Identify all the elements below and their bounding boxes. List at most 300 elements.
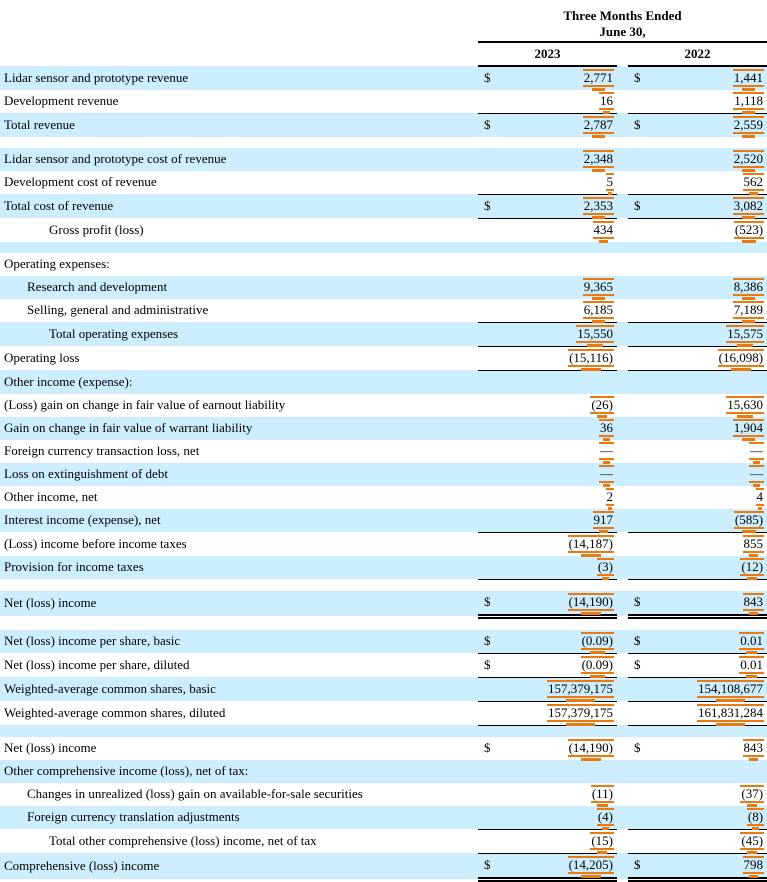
tagged-fact-value[interactable]: 434 [593,221,615,239]
table-row [0,701,767,725]
value-cell [650,194,767,218]
value-cell [650,276,767,299]
tagged-fact-value[interactable]: 2,348 [583,150,614,168]
value-cell [500,440,617,463]
currency-symbol [628,90,650,114]
currency-symbol [478,806,500,830]
tagged-fact-value[interactable]: 2,353 [583,197,614,215]
spacer-row [0,579,767,591]
row-label: Weighted-average common shares, diluted [4,705,226,720]
currency-symbol: $ [478,194,500,218]
column-gap-cell [617,829,628,853]
column-header-2023: 2023 [478,42,617,66]
value-cell [500,113,617,137]
value-cell [500,591,617,617]
value-cell [650,66,767,90]
tagged-fact-value[interactable]: (3) [597,558,614,576]
tagged-fact-value[interactable]: 1,904 [733,419,764,437]
table-row [0,677,767,701]
value-cell [500,299,617,323]
value-cell [650,322,767,346]
table-row [0,394,767,417]
spacer-row [0,725,767,737]
table-row [0,322,767,346]
tagged-fact-value[interactable]: (45) [740,832,764,850]
tagged-fact-value[interactable]: 157,379,175 [547,680,614,698]
value-cell [650,370,767,394]
row-label: Gain on change in fair value of warrant liability [4,420,253,435]
tagged-fact-value[interactable]: 917 [593,511,615,529]
tagged-fact-value[interactable]: 6,185 [583,301,614,319]
column-gap-cell [617,532,628,556]
value-cell [500,677,617,701]
currency-symbol [478,677,500,701]
row-label: Foreign currency translation adjustments [27,809,240,825]
currency-symbol: $ [628,591,650,617]
currency-symbol [478,486,500,509]
section-header-row [0,760,767,783]
column-gap-cell [617,417,628,440]
value-cell [500,90,617,114]
currency-symbol: $ [628,853,650,879]
table-row [0,417,767,440]
column-gap-cell [617,218,628,242]
currency-symbol [478,463,500,486]
column-gap-cell [617,299,628,323]
currency-symbol [478,370,500,394]
row-label: (Loss) income before income taxes [4,535,187,551]
currency-symbol [628,299,650,323]
row-label: Other comprehensive income (loss), net of tax: [4,763,249,778]
currency-symbol [628,556,650,580]
table-row [0,783,767,806]
row-label: Net (loss) income per share, basic [4,633,181,649]
currency-symbol [628,486,650,509]
currency-symbol: $ [628,194,650,218]
tagged-fact-value[interactable]: (16,098) [718,349,764,367]
value-cell [650,760,767,783]
tagged-fact-value[interactable]: 2,787 [583,116,614,134]
table-row [0,90,767,114]
value-cell [650,171,767,195]
table-row [0,486,767,509]
spacer-cell [0,137,767,148]
currency-symbol [478,440,500,463]
tagged-fact-value[interactable]: (523) [734,221,764,239]
row-label: Lidar sensor and prototype revenue [4,69,189,85]
row-label: Research and development [27,279,168,294]
currency-symbol [628,829,650,853]
value-cell [650,394,767,417]
column-gap-cell [617,509,628,533]
spacer-cell [0,616,767,630]
row-label: Total other comprehensive (loss) income, net of tax [49,833,317,848]
currency-symbol [628,760,650,783]
currency-symbol [478,171,500,195]
currency-symbol: $ [634,70,641,85]
value-cell [650,463,767,486]
tagged-fact-value[interactable]: 2,520 [733,150,764,168]
column-gap-cell [617,486,628,509]
currency-symbol [478,556,500,580]
tagged-fact-value[interactable]: (12) [740,558,764,576]
value-cell [650,677,767,701]
value-cell [500,806,617,830]
value-cell [500,394,617,417]
currency-symbol: $ [628,653,650,677]
currency-symbol [478,276,500,299]
tagged-fact-value[interactable]: 7,189 [733,301,764,319]
value-cell [500,370,617,394]
table-row [0,829,767,853]
value-cell [500,630,617,654]
row-label: Other income (expense): [4,373,133,389]
currency-symbol [628,346,650,370]
row-label: Development cost of revenue [4,174,157,190]
value-cell [500,194,617,218]
currency-symbol [478,829,500,853]
currency-symbol [628,677,650,701]
tagged-fact-value[interactable]: 15,575 [726,325,764,343]
tagged-fact-value[interactable]: 15,550 [576,325,614,343]
table-row [0,463,767,486]
value-cell [500,66,617,90]
period-header [478,0,767,42]
tagged-fact-value[interactable]: 798 [743,856,765,874]
column-gap-cell [617,853,628,879]
row-label: Provision for income taxes [4,559,144,575]
currency-symbol [478,783,500,806]
tagged-fact-value[interactable]: 3,082 [733,197,764,215]
column-gap-cell [617,113,628,137]
value-cell [650,148,767,171]
value-cell [500,171,617,195]
value-cell [500,346,617,370]
tagged-fact-value[interactable]: 562 [743,173,765,191]
currency-symbol [628,532,650,556]
currency-symbol [478,299,500,323]
row-label: Total cost of revenue [4,198,114,213]
row-label: Other income, net [4,489,98,504]
tagged-fact-value[interactable]: (585) [734,511,764,529]
currency-symbol: $ [478,853,500,879]
value-cell [500,509,617,533]
column-gap-cell [617,90,628,114]
tagged-fact-value[interactable]: 157,379,175 [547,704,614,722]
table-row [0,509,767,533]
row-label: Changes in unrealized (loss) gain on available-for-sale securities [27,786,363,801]
value-cell [650,417,767,440]
currency-symbol [478,346,500,370]
value-cell [650,532,767,556]
currency-symbol [478,509,500,533]
column-gap-cell [617,194,628,218]
value-cell [500,783,617,806]
value-cell [500,276,617,299]
row-label: Loss on extinguishment of debt [4,466,168,481]
tagged-fact-value[interactable]: (14,187) [568,535,614,553]
header-spacer-cell [0,42,478,66]
value-cell [500,253,617,276]
tagged-fact-value[interactable]: 0.01 [739,632,764,650]
row-label: Gross profit (loss) [49,221,144,237]
row-label: Development revenue [4,93,119,109]
currency-symbol [628,806,650,830]
value-cell [650,853,767,879]
row-label: Selling, general and administrative [27,302,209,318]
column-gap-cell [617,253,628,276]
value-cell [650,630,767,654]
value-cell [650,509,767,533]
currency-symbol [478,394,500,417]
value-cell [500,701,617,725]
spacer-row [0,616,767,630]
value-cell [500,417,617,440]
tagged-fact-value[interactable]: 843 [743,739,765,757]
tagged-fact-value[interactable]: 16 [599,92,614,110]
table-row [0,630,767,654]
tagged-fact-value[interactable]: (14,190) [568,593,614,611]
period-header-line2: June 30, [599,24,646,40]
spacer-cell [0,242,767,253]
table-row [0,532,767,556]
tagged-fact-value[interactable]: (0.09) [581,656,614,674]
currency-symbol [478,218,500,242]
tagged-fact-value[interactable]: — [599,442,614,460]
spacer-row [0,137,767,148]
currency-symbol: $ [484,117,491,132]
value-cell [650,701,767,725]
value-cell [650,440,767,463]
value-cell [650,486,767,509]
column-gap-cell [617,463,628,486]
tagged-fact-value[interactable]: (14,190) [568,739,614,757]
currency-symbol: $ [634,740,641,755]
currency-symbol [628,148,650,171]
column-gap-cell [617,653,628,677]
header-spacer-cell [0,0,478,42]
value-cell [500,218,617,242]
table-row [0,440,767,463]
column-gap-cell [617,370,628,394]
table-row [0,148,767,171]
table-row [0,653,767,677]
section-header-row [0,370,767,394]
value-cell [650,299,767,323]
column-gap-cell [617,322,628,346]
row-label: Comprehensive (loss) income [4,858,160,873]
value-cell [500,556,617,580]
column-gap-cell [617,806,628,830]
column-gap-cell [617,66,628,90]
column-gap-cell [617,42,628,66]
currency-symbol [628,322,650,346]
tagged-fact-value[interactable]: (15,116) [568,349,614,367]
currency-symbol: $ [478,630,500,654]
value-cell [650,829,767,853]
table-row [0,299,767,323]
row-label: Weighted-average common shares, basic [4,681,216,696]
tagged-fact-value[interactable]: 9,365 [583,278,614,296]
row-label: Operating expenses: [4,256,110,271]
column-gap-cell [617,556,628,580]
currency-symbol [478,532,500,556]
column-gap-cell [617,394,628,417]
spacer-row [0,242,767,253]
row-label: Interest income (expense), net [4,512,161,528]
section-header-row [0,253,767,276]
tagged-fact-value[interactable]: (37) [740,785,764,803]
value-cell [500,486,617,509]
currency-symbol [478,701,500,725]
value-cell [650,113,767,137]
value-cell [650,591,767,617]
table-row [0,737,767,760]
value-cell [650,556,767,580]
row-label: Foreign currency transaction loss, net [4,443,200,458]
currency-symbol [628,440,650,463]
value-cell [500,532,617,556]
column-gap-cell [617,346,628,370]
row-label: Net (loss) income [4,740,97,755]
column-gap-cell [617,783,628,806]
tagged-fact-value[interactable]: — [749,465,764,483]
column-gap-cell [617,701,628,725]
row-label: Operating loss [4,350,80,365]
tagged-fact-value[interactable]: 2,559 [733,116,764,134]
currency-symbol: $ [484,70,491,85]
column-gap-cell [617,148,628,171]
column-gap-cell [617,630,628,654]
currency-symbol: $ [634,117,641,132]
value-cell [500,853,617,879]
column-gap-cell [617,737,628,760]
table-header-period-row [0,0,767,42]
value-cell [500,148,617,171]
value-cell [500,829,617,853]
currency-symbol [478,253,500,276]
currency-symbol: $ [628,630,650,654]
row-label: (Loss) gain on change in fair value of earnout liability [4,397,286,412]
row-label: Total operating expenses [49,326,179,341]
value-cell [650,737,767,760]
tagged-fact-value[interactable]: 5 [606,173,615,191]
table-row [0,276,767,299]
column-gap-cell [617,171,628,195]
value-cell [650,253,767,276]
tagged-fact-value[interactable]: 36 [599,419,614,437]
currency-symbol: $ [478,653,500,677]
tagged-fact-value[interactable]: 161,831,284 [697,704,764,722]
spacer-cell [0,725,767,737]
spacer-cell [0,579,767,591]
tagged-fact-value[interactable]: 2,771 [583,69,614,87]
table-row [0,218,767,242]
currency-symbol [478,417,500,440]
value-cell [500,760,617,783]
tagged-fact-value[interactable]: (4) [597,808,614,826]
tagged-fact-value[interactable]: (11) [591,785,614,803]
currency-symbol: $ [478,591,500,617]
column-gap-cell [617,760,628,783]
column-gap-cell [617,677,628,701]
value-cell [650,90,767,114]
currency-symbol [628,370,650,394]
row-label: Net (loss) income [4,595,97,611]
value-cell [500,322,617,346]
table-row [0,171,767,195]
table-header-year-row [0,42,767,66]
currency-symbol [628,218,650,242]
row-label: Net (loss) income per share, diluted [4,657,190,672]
currency-symbol [628,463,650,486]
value-cell [650,806,767,830]
value-cell [500,653,617,677]
column-gap-cell [617,591,628,617]
currency-symbol [628,783,650,806]
row-label: Lidar sensor and prototype cost of revenue [4,151,227,166]
tagged-fact-value[interactable]: 15,630 [726,396,764,414]
tagged-fact-value[interactable]: 1,441 [733,69,764,87]
period-header-line1: Three Months Ended [563,8,682,23]
table-row [0,591,767,617]
currency-symbol [628,171,650,195]
tagged-fact-value[interactable]: 843 [743,593,765,611]
table-row [0,853,767,879]
currency-symbol [628,417,650,440]
tagged-fact-value[interactable]: (15) [590,832,614,850]
table-row [0,66,767,90]
tagged-fact-value[interactable]: 4 [756,488,765,506]
tagged-fact-value[interactable]: (26) [590,396,614,414]
table-row [0,346,767,370]
tagged-fact-value[interactable]: 855 [743,535,765,553]
tagged-fact-value[interactable]: (8) [747,808,764,826]
table-row [0,806,767,830]
column-gap-cell [617,440,628,463]
currency-symbol [628,394,650,417]
tagged-fact-value[interactable]: 2 [606,488,615,506]
currency-symbol [628,276,650,299]
currency-symbol [628,253,650,276]
tagged-fact-value[interactable]: — [599,465,614,483]
tagged-fact-value[interactable]: — [749,442,764,460]
tagged-fact-value[interactable]: 154,108,677 [697,680,764,698]
currency-symbol [628,509,650,533]
value-cell [500,463,617,486]
column-header-2022: 2022 [628,42,767,66]
currency-symbol [628,701,650,725]
tagged-fact-value[interactable]: 1,118 [733,92,764,110]
value-cell [650,653,767,677]
tagged-fact-value[interactable]: (0.09) [581,632,614,650]
currency-symbol [478,760,500,783]
currency-symbol [478,148,500,171]
table-row [0,556,767,580]
value-cell [650,783,767,806]
table-row [0,194,767,218]
tagged-fact-value[interactable]: (14,205) [568,856,614,874]
value-cell [500,737,617,760]
row-label: Total revenue [4,116,75,132]
value-cell [650,346,767,370]
currency-symbol [478,90,500,114]
tagged-fact-value[interactable]: 8,386 [733,278,764,296]
value-cell [650,218,767,242]
tagged-fact-value[interactable]: 0.01 [739,656,764,674]
column-gap-cell [617,276,628,299]
currency-symbol: $ [484,740,491,755]
